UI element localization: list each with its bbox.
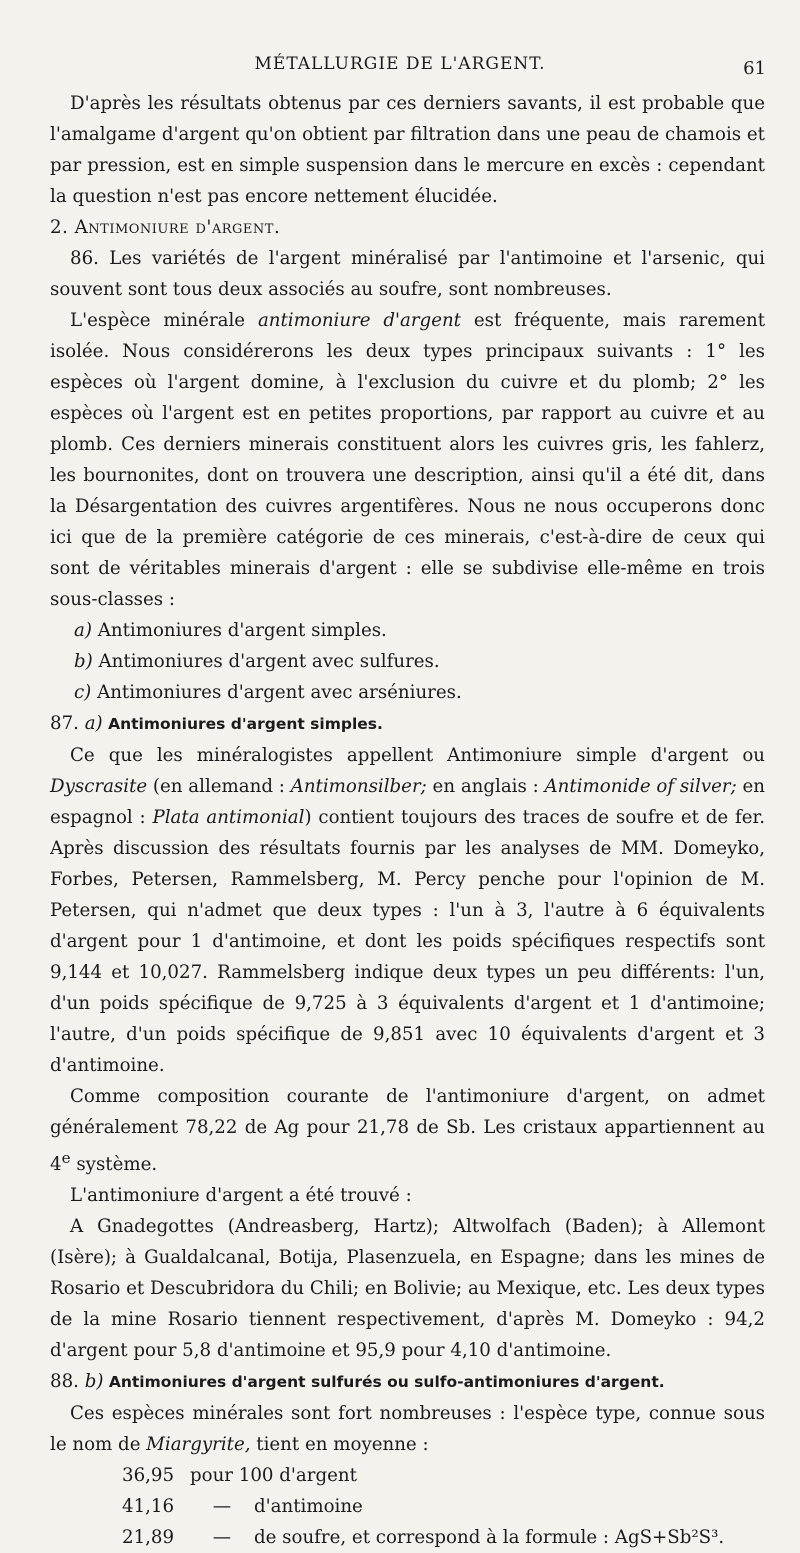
- page-header: [0, 54, 800, 84]
- text-run: ) contient toujours des traces de soufre et de fer. Après discussion des résultats fournis par les analyses de MM. Domeyko, Forbes, Petersen, Rammelsberg, M. Percy penche pour l'opinion de M. Petersen, qui n'admet que deux types : l'un à 3, l'autre à 6 équivalents d'argent pour 1 d'antimoine, et dont les poids spécifiques respectifs sont 9,144 et 10,027. Rammelsberg indique deux types un peu différents: l'un, d'un poids spécifique de 9,725 à 3 équivalents d'argent et 1 d'antimoine; l'autre, d'un poids spécifique de 9,851 avec 10 équivalents d'argent et 3 d'antimoine.: [50, 807, 765, 1076]
- text-run: Ce que les minéralogistes appellent Antimoniure simple d'argent ou: [70, 745, 765, 766]
- ditto-dash: —: [212, 1527, 232, 1549]
- list-item: [74, 677, 765, 708]
- italic-term: Antimonsilber;: [290, 776, 427, 797]
- section-marker: a): [84, 713, 103, 734]
- text-run: Comme composition courante de l'antimoniure d'argent, on admet généralement 78,22 de Ag pour 21,78 de Sb. Les cristaux appartiennent au 4: [50, 1086, 765, 1176]
- page-body: [50, 88, 765, 1553]
- subclass-list: [50, 615, 765, 708]
- text-run: (en allemand :: [147, 776, 291, 797]
- list-item: [74, 646, 765, 677]
- italic-term: Plata antimonial: [152, 807, 305, 828]
- text-run: tient en moyenne :: [250, 1434, 429, 1456]
- composition-label: de soufre, et correspond à la formule : AgS+Sb²S³.: [254, 1527, 725, 1549]
- section-marker: b): [84, 1371, 104, 1393]
- text-run: est fréquente, mais rarement isolée. Nous considérerons les deux types principaux suivants : 1° les espèces où l'argent domine, à l'exclusion du cuivre et du plomb; 2° les espèces où l'argent est en petites proportions, par rapport au cuivre et au plomb. Ces derniers minerais constituent alors les cuivres gris, les fahlerz, les bournonites, dont on trouvera une description, ainsi qu'il a été dit, dans la Désargentation des cuivres argentifères. Nous ne nous occuperons donc ici que de la première catégorie de ces minerais, c'est-à-dire de ceux qui sont de véritables minerais d'argent : elle se subdivise elle-même en trois sous-classes :: [50, 310, 766, 610]
- section-title: Antimoniures d'argent simples.: [102, 715, 383, 733]
- list-marker: a): [74, 620, 92, 641]
- list-item: [74, 615, 765, 646]
- composition-label: d'antimoine: [254, 1496, 363, 1518]
- list-item-text: Antimoniures d'argent avec sulfures.: [92, 651, 440, 672]
- list-marker: b): [74, 651, 93, 672]
- running-head: MÉTALLURGIE DE L'ARGENT.: [254, 54, 546, 74]
- list-item-text: Antimoniures d'argent avec arséniures.: [91, 682, 462, 703]
- text-run: L'espèce minérale: [70, 310, 258, 331]
- ditto-dash: —: [212, 1496, 232, 1518]
- page-number: 61: [743, 58, 766, 79]
- section-number: 87.: [50, 713, 85, 734]
- paragraph-87-dyscrasite: [50, 740, 765, 1081]
- composition-value: 41,16: [122, 1496, 175, 1518]
- paragraph-86-espece: [50, 305, 765, 615]
- text-run: système.: [70, 1154, 158, 1176]
- section-heading-antimoniure: 2. Antimoniure d'argent.: [50, 217, 281, 238]
- paragraph-87-localities: A Gnadegottes (Andreasberg, Hartz); Altwolfach (Baden); à Allemont (Isère); à Gualdalcanal, Botija, Plasenzuela, en Espagne; dans les mines de Rosario et Descubridora du Chili; en Bolivie; au Mexique, etc. Les deux types de la mine Rosario tiennent respectivement, d'après M. Domeyko : 94,2 d'argent pour 5,8 d'antimoine et 95,9 pour 4,10 d'antimoine.: [50, 1216, 765, 1362]
- paragraph-86: 86. Les variétés de l'argent minéralisé par l'antimoine et l'arsenic, qui souvent sont tous deux associés au soufre, sont nombreuses.: [50, 248, 765, 300]
- composition-row: [50, 1460, 765, 1491]
- composition-list: [50, 1460, 765, 1553]
- composition-value: 21,89: [122, 1527, 175, 1549]
- section-title: Antimoniures d'argent sulfurés ou sulfo-antimoniures d'argent.: [103, 1373, 665, 1392]
- paragraph-amalgame: D'après les résultats obtenus par ces derniers savants, il est probable que l'amalgame d'argent qu'on obtient par filtration dans une peau de chamois et par pression, est en simple suspension dans le mercure en excès : cependant la question n'est pas encore nettement élucidée.: [50, 93, 765, 207]
- paragraph-87-composition: [50, 1081, 765, 1180]
- section-88-heading: [50, 1366, 765, 1398]
- italic-term: Miargyrite,: [146, 1434, 251, 1456]
- text-run: en espagnol :: [50, 776, 765, 828]
- paragraph-88-miargyrite: [50, 1398, 765, 1460]
- composition-row: [50, 1522, 765, 1553]
- composition-row: [50, 1491, 765, 1522]
- text-run: en anglais :: [426, 776, 545, 797]
- text-run: Ces espèces minérales sont fort nombreuses : l'espèce type, connue sous le nom de: [50, 1403, 765, 1456]
- italic-term: Dyscrasite: [50, 776, 148, 797]
- composition-value: 36,95: [122, 1465, 175, 1487]
- superscript: e: [61, 1149, 71, 1167]
- italic-term: antimoniure d'argent: [257, 310, 461, 331]
- list-marker: c): [74, 682, 92, 703]
- section-number: 88.: [50, 1371, 85, 1393]
- italic-term: Antimonide of silver;: [544, 776, 737, 797]
- section-87-heading: [50, 708, 765, 740]
- paragraph-87-trouve: L'antimoniure d'argent a été trouvé :: [70, 1185, 412, 1207]
- composition-label: pour 100 d'argent: [190, 1465, 357, 1487]
- list-item-text: Antimoniures d'argent simples.: [91, 620, 387, 641]
